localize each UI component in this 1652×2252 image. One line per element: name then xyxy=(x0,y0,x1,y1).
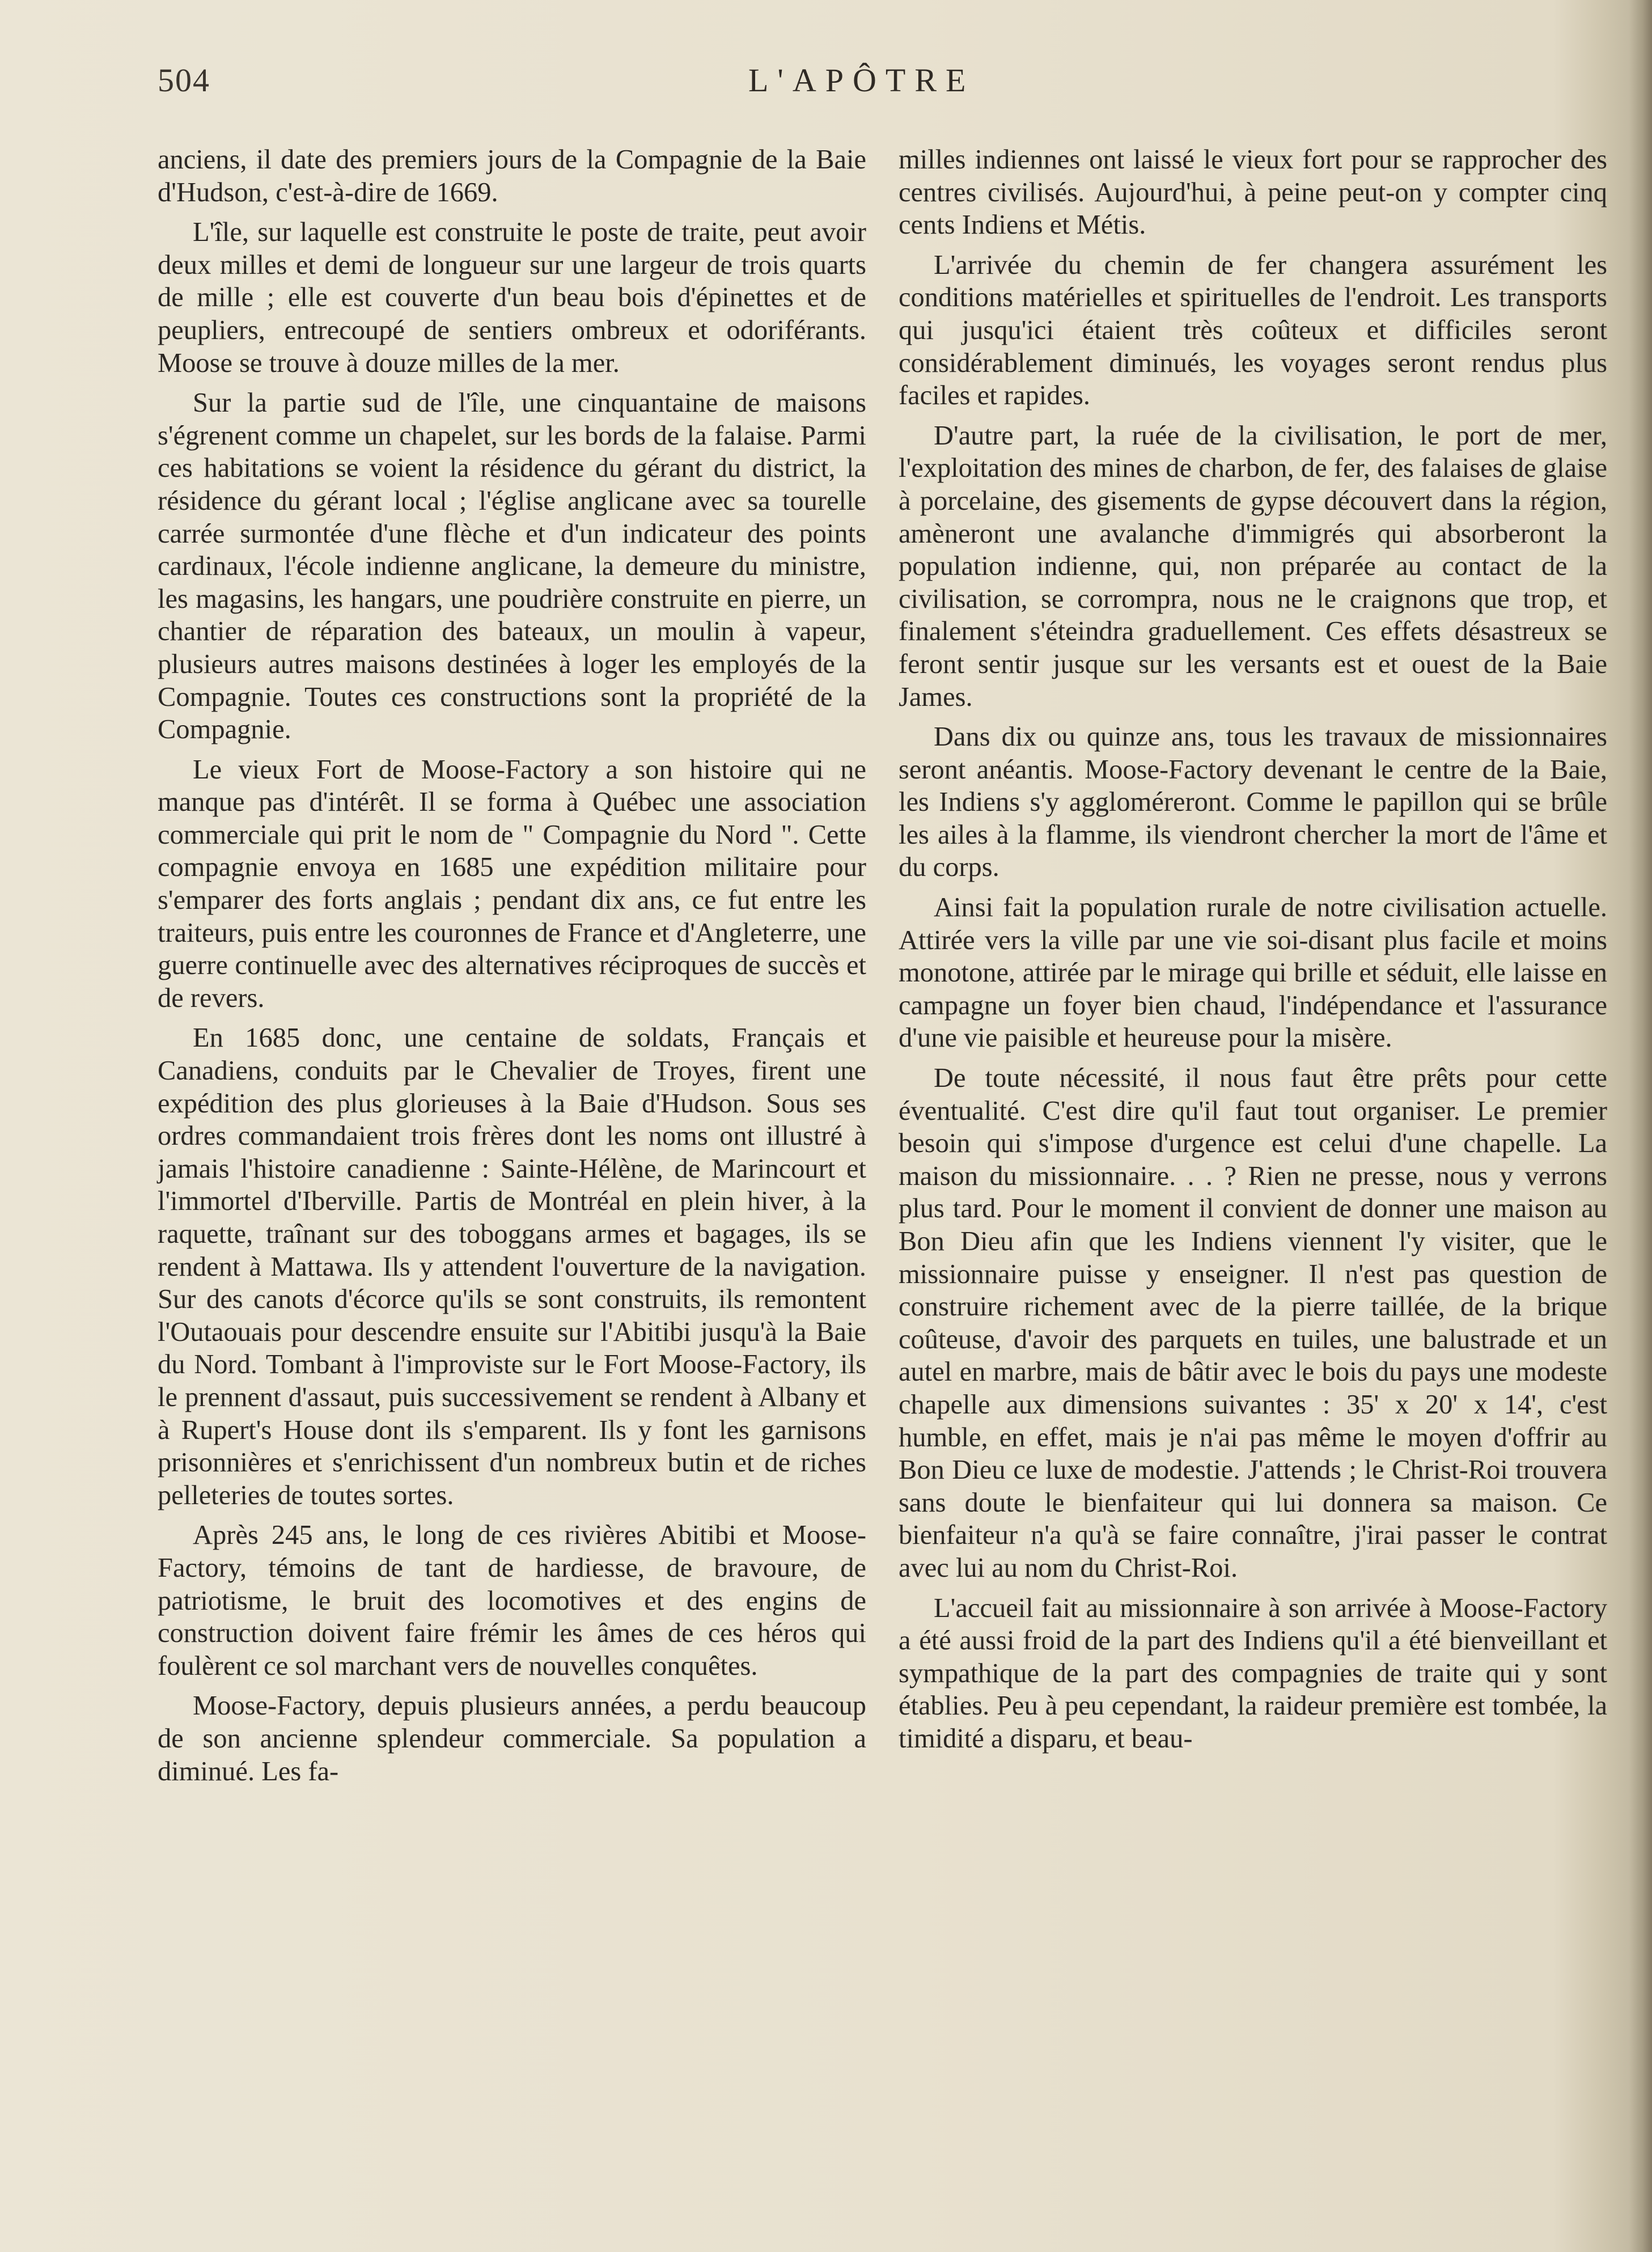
paragraph: De toute nécessité, il nous faut être prêts pour cette éventualité. C'est dire qu'il faut tout organiser. Le premier besoin qui s'impose d'urgence est celui d'une chapelle. La maison du missionnaire. . . ? Rien ne presse, nous y verrons plus tard. Pour le moment il convient de donner une maison au Bon Dieu afin que les Indiens viennent l'y visiter, que le missionnaire puisse y enseigner. Il n'est pas question de construire richement avec de la pierre taillée, de la brique coûteuse, d'avoir des parquets en tuiles, une balustrade et un autel en marbre, mais de bâtir avec le bois du pays une modeste chapelle aux dimensions suivantes : 35' x 20' x 14', c'est humble, en effet, mais je n'ai pas même le moyen d'offrir au Bon Dieu ce luxe de modestie. J'attends ; le Christ-Roi trouvera sans doute le bienfaiteur qui lui donnera sa maison. Ce bienfaiteur n'a qu'à se faire connaître, j'irai passer le contrat avec lui au nom du Christ-Roi. xyxy=(899,1063,1607,1583)
paragraph: Ainsi fait la population rurale de notre civilisation actuelle. Attirée vers la ville par une vie soi-disant plus facile et moins monotone, attirée par le mirage qui brille et séduit, elle laisse en campagne un foyer bien chaud, l'indépendance et l'assurance d'une vie paisible et heureuse pour la misère. xyxy=(899,892,1607,1053)
paragraph: Après 245 ans, le long de ces rivières Abitibi et Moose-Factory, témoins de tant de hardiesse, de bravoure, de patriotisme, le bruit des locomotives et des engins de construction doivent faire frémir les âmes de ces héros qui foulèrent ce sol marchant vers de nouvelles conquêtes. xyxy=(158,1520,866,1681)
paragraph: Le vieux Fort de Moose-Factory a son histoire qui ne manque pas d'intérêt. Il se forma à Québec une association commerciale qui prit le nom de " Compagnie du Nord ". Cette compagnie envoya en 1685 une expédition militaire pour s'emparer des forts anglais ; pendant dix ans, ce fut entre les traiteurs, puis entre les couronnes de France et d'Angleterre, une guerre continuelle avec des alternatives réciproques de succès et de revers. xyxy=(158,754,866,1013)
paragraph: anciens, il date des premiers jours de la Compagnie de la Baie d'Hudson, c'est-à-dire de 1669. xyxy=(158,145,866,208)
paragraph: Sur la partie sud de l'île, une cinquantaine de maisons s'égrenent comme un chapelet, sur les bords de la falaise. Parmi ces habitations se voient la résidence du gérant du district, la résidence du gérant local ; l'église anglicane avec sa tourelle carrée surmontée d'une flèche et d'un indicateur des points cardinaux, l'école indienne anglicane, la demeure du ministre, les magasins, les hangars, une poudrière construite en pierre, un chantier de réparation des bateaux, un moulin à vapeur, plusieurs autres maisons destinées à loger les employés de la Compagnie. Toutes ces constructions sont la propriété de la Compagnie. xyxy=(158,388,866,745)
paragraph: Dans dix ou quinze ans, tous les travaux de missionnaires seront anéantis. Moose-Factory devenant le centre de la Baie, les Indiens s'y aggloméreront. Comme le papillon qui se brûle les ailes à la flamme, ils viendront chercher la mort de l'âme et du corps. xyxy=(899,722,1607,883)
paragraph: En 1685 donc, une centaine de soldats, Français et Canadiens, conduits par le Chevalier de Troyes, firent une expédition des plus glorieuses à la Baie d'Hudson. Sous ses ordres commandaient trois frères dont les noms ont illustré à jamais l'histoire canadienne : Sainte-Hélène, de Marincourt et l'immortel d'Iberville. Partis de Montréal en plein hiver, à la raquette, traînant sur des toboggans armes et bagages, ils se rendent à Mattawa. Ils y attendent l'ouverture de la navigation. Sur des canots d'écorce qu'ils se sont construits, ils remontent l'Outaouais pour descendre ensuite sur l'Abitibi jusqu'à la Baie du Nord. Tombant à l'improviste sur le Fort Moose-Factory, ils le prennent d'assaut, puis successivement se rendent à Albany et à Rupert's House dont ils s'emparent. Ils y font les garnisons prisonnières et s'enrichissent d'un nombreux butin et de riches pelleteries de toutes sortes. xyxy=(158,1023,866,1510)
paragraph: L'accueil fait au missionnaire à son arrivée à Moose-Factory a été aussi froid de la part des Indiens qu'il a été bienveillant et sympathique de la part des compagnies de traite qui y sont établies. Peu à peu cependant, la raideur première est tombée, la timidité a disparu, et beau- xyxy=(899,1593,1607,1754)
page-edge-shadow xyxy=(1629,0,1652,2252)
paragraph: milles indiennes ont laissé le vieux fort pour se rapprocher des centres civilisés. Aujourd'hui, à peine peut-on y compter cinq cents Indiens et Métis. xyxy=(899,145,1607,240)
paragraph: L'île, sur laquelle est construite le poste de traite, peut avoir deux milles et demi de longueur sur une largeur de trois quarts de mille ; elle est couverte d'un beau bois d'épinettes et de peupliers, entrecoupé de sentiers ombreux et odoriférants. Moose se trouve à douze milles de la mer. xyxy=(158,217,866,378)
paragraph: Moose-Factory, depuis plusieurs années, a perdu beaucoup de son ancienne splendeur commerciale. Sa population a diminué. Les fa- xyxy=(158,1691,866,1787)
page-number: 504 xyxy=(158,62,210,99)
paragraph: D'autre part, la ruée de la civilisation, le port de mer, l'exploitation des mines de charbon, de fer, des falaises de glaise à porcelaine, des gisements de gypse découvert dans la région, amèneront une avalanche d'immigrés qui absorberont la population indienne, qui, non préparée au contact de la civilisation, se corrompra, nous ne le craignons que trop, et finalement s'éteindra graduellement. Ces effets désastreux se feront sentir jusque sur les versants est et ouest de la Baie James. xyxy=(899,420,1607,712)
paragraph: L'arrivée du chemin de fer changera assurément les conditions matérielles et spirituelles de l'endroit. Les transports qui jusqu'ici étaient très coûteux et difficiles seront considérablement diminués, les voyages seront rendus plus faciles et rapides. xyxy=(899,249,1607,411)
left-column xyxy=(158,143,866,1795)
running-title: L'APÔTRE xyxy=(748,62,975,99)
right-column xyxy=(899,143,1607,1763)
